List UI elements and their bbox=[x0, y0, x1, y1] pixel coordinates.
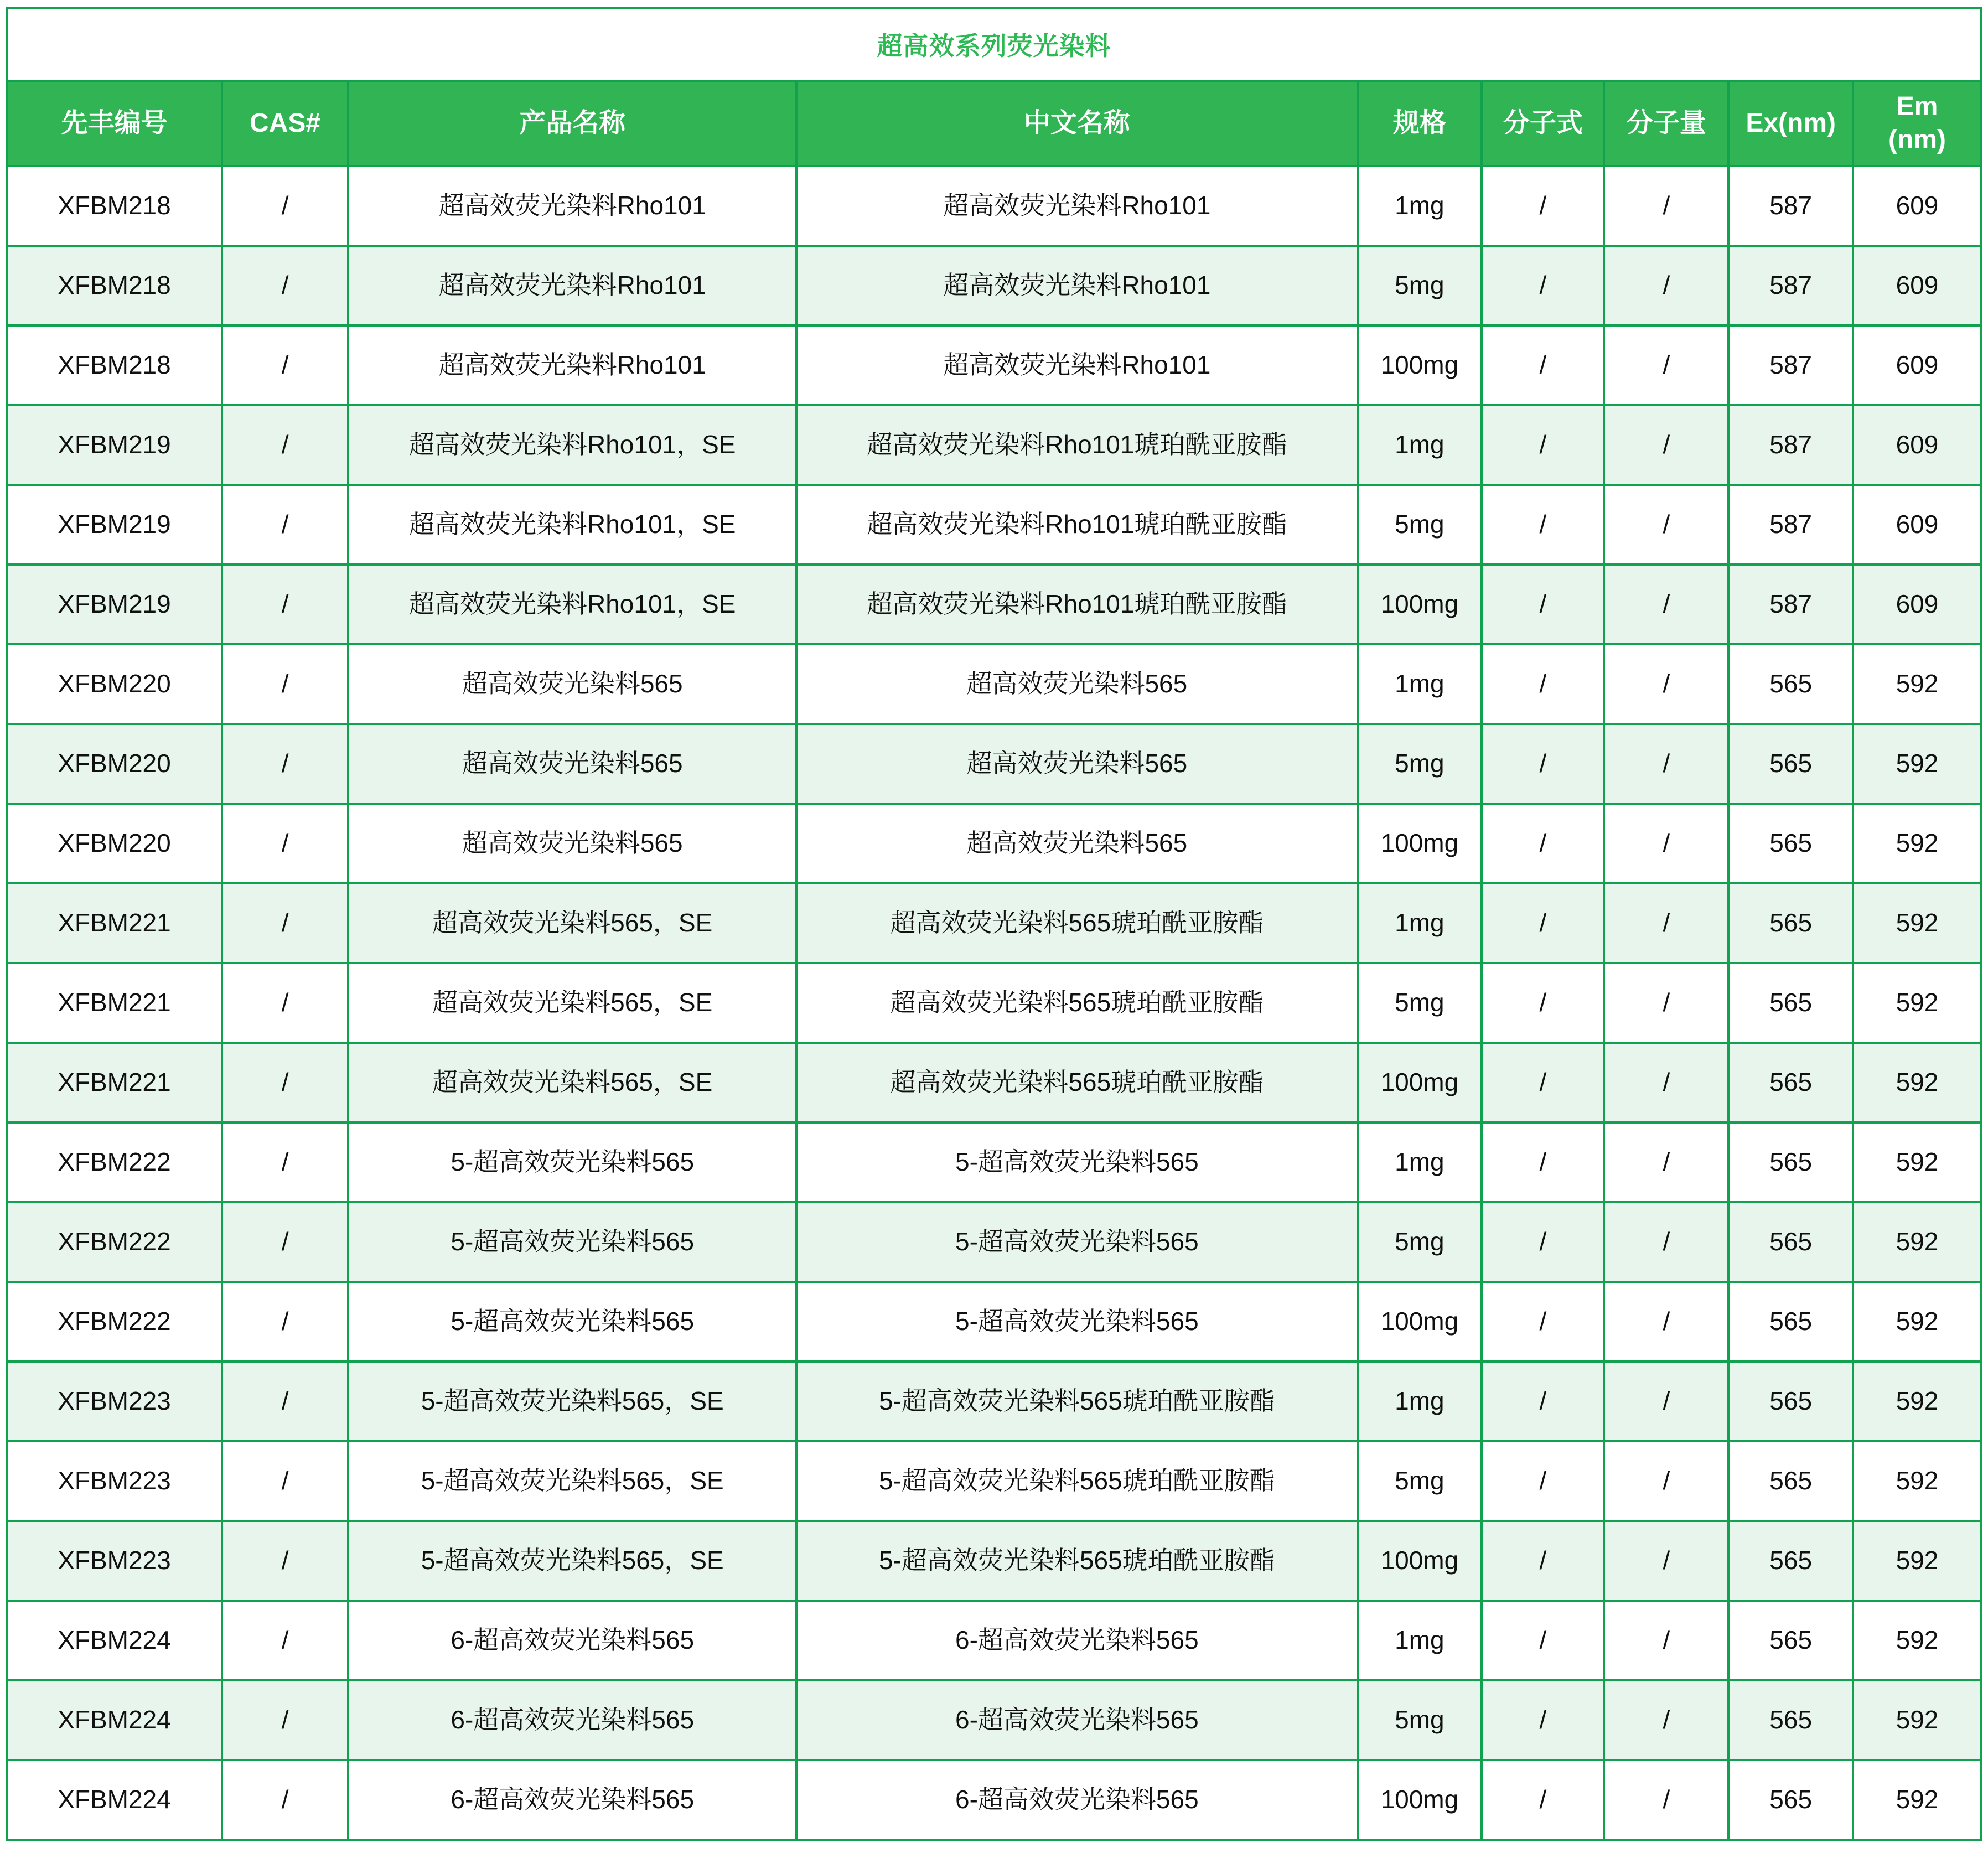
col-header-label: 产品名称 bbox=[519, 108, 626, 138]
cell-ex: 565 bbox=[1728, 1282, 1853, 1362]
col-header-label: 分子量 bbox=[1626, 108, 1706, 138]
cell-cas: / bbox=[222, 325, 348, 405]
cell-spec: 1mg bbox=[1358, 405, 1482, 485]
cell-formula: / bbox=[1482, 485, 1604, 565]
table-row bbox=[7, 1760, 1981, 1840]
table-row bbox=[7, 1441, 1981, 1521]
cell-spec: 5mg bbox=[1358, 724, 1482, 804]
table-body bbox=[7, 166, 1981, 1840]
cell-chinese-name: 5-超高效荧光染料565琥珀酰亚胺酯 bbox=[796, 1521, 1357, 1601]
cell-mol-weight: / bbox=[1604, 1521, 1728, 1601]
cell-cas: / bbox=[222, 883, 348, 963]
cell-chinese-name: 超高效荧光染料565 bbox=[796, 724, 1357, 804]
cell-spec: 5mg bbox=[1358, 485, 1482, 565]
cell-vendor-code: XFBM222 bbox=[7, 1122, 222, 1202]
cell-spec: 1mg bbox=[1358, 1122, 1482, 1202]
cell-product-name: 6-超高效荧光染料565 bbox=[348, 1680, 796, 1760]
cell-chinese-name: 超高效荧光染料Rho101琥珀酰亚胺酯 bbox=[796, 485, 1357, 565]
cell-ex: 565 bbox=[1728, 1760, 1853, 1840]
cell-em: 592 bbox=[1853, 1122, 1981, 1202]
cell-cas: / bbox=[222, 166, 348, 246]
cell-formula: / bbox=[1482, 405, 1604, 485]
col-header-label: 中文名称 bbox=[1023, 108, 1130, 138]
cell-spec: 1mg bbox=[1358, 644, 1482, 724]
col-header-ex bbox=[1728, 81, 1853, 166]
cell-spec: 100mg bbox=[1358, 325, 1482, 405]
cell-em: 592 bbox=[1853, 1441, 1981, 1521]
cell-mol-weight: / bbox=[1604, 325, 1728, 405]
cell-em: 609 bbox=[1853, 166, 1981, 246]
cell-ex: 565 bbox=[1728, 963, 1853, 1043]
cell-formula: / bbox=[1482, 804, 1604, 883]
cell-formula: / bbox=[1482, 1760, 1604, 1840]
table-row bbox=[7, 724, 1981, 804]
cell-spec: 5mg bbox=[1358, 1202, 1482, 1282]
col-header-label: 规格 bbox=[1392, 108, 1446, 138]
col-header-formula bbox=[1482, 81, 1604, 166]
cell-cas: / bbox=[222, 1441, 348, 1521]
cell-vendor-code: XFBM223 bbox=[7, 1441, 222, 1521]
cell-ex: 565 bbox=[1728, 644, 1853, 724]
cell-mol-weight: / bbox=[1604, 644, 1728, 724]
cell-formula: / bbox=[1482, 1521, 1604, 1601]
cell-product-name: 超高效荧光染料Rho101 bbox=[348, 166, 796, 246]
cell-ex: 565 bbox=[1728, 1362, 1853, 1441]
cell-vendor-code: XFBM222 bbox=[7, 1282, 222, 1362]
col-header-em bbox=[1853, 81, 1981, 166]
cell-formula: / bbox=[1482, 1122, 1604, 1202]
cell-ex: 565 bbox=[1728, 1601, 1853, 1680]
cell-mol-weight: / bbox=[1604, 565, 1728, 644]
table-row bbox=[7, 405, 1981, 485]
cell-cas: / bbox=[222, 405, 348, 485]
cell-em: 592 bbox=[1853, 883, 1981, 963]
cell-cas: / bbox=[222, 1122, 348, 1202]
table-row bbox=[7, 804, 1981, 883]
cell-product-name: 5-超高效荧光染料565 bbox=[348, 1202, 796, 1282]
cell-product-name: 6-超高效荧光染料565 bbox=[348, 1760, 796, 1840]
cell-formula: / bbox=[1482, 1680, 1604, 1760]
cell-formula: / bbox=[1482, 325, 1604, 405]
cell-product-name: 5-超高效荧光染料565，SE bbox=[348, 1521, 796, 1601]
cell-product-name: 5-超高效荧光染料565，SE bbox=[348, 1441, 796, 1521]
cell-vendor-code: XFBM224 bbox=[7, 1680, 222, 1760]
cell-cas: / bbox=[222, 485, 348, 565]
cell-formula: / bbox=[1482, 1282, 1604, 1362]
col-header-label: 分子式 bbox=[1503, 108, 1583, 138]
cell-em: 592 bbox=[1853, 1760, 1981, 1840]
cell-vendor-code: XFBM222 bbox=[7, 1202, 222, 1282]
page-title: 超高效系列荧光染料 bbox=[7, 8, 1981, 81]
cell-product-name: 超高效荧光染料Rho101 bbox=[348, 325, 796, 405]
table-row bbox=[7, 1601, 1981, 1680]
cell-cas: / bbox=[222, 1362, 348, 1441]
cell-ex: 565 bbox=[1728, 1202, 1853, 1282]
cell-vendor-code: XFBM223 bbox=[7, 1521, 222, 1601]
cell-vendor-code: XFBM218 bbox=[7, 166, 222, 246]
cell-vendor-code: XFBM220 bbox=[7, 804, 222, 883]
cell-mol-weight: / bbox=[1604, 405, 1728, 485]
cell-chinese-name: 超高效荧光染料Rho101 bbox=[796, 246, 1357, 325]
cell-spec: 1mg bbox=[1358, 166, 1482, 246]
cell-vendor-code: XFBM219 bbox=[7, 405, 222, 485]
cell-em: 592 bbox=[1853, 1043, 1981, 1122]
table-row bbox=[7, 325, 1981, 405]
table-row bbox=[7, 1122, 1981, 1202]
cell-mol-weight: / bbox=[1604, 246, 1728, 325]
cell-em: 609 bbox=[1853, 246, 1981, 325]
cell-product-name: 超高效荧光染料565 bbox=[348, 804, 796, 883]
cell-mol-weight: / bbox=[1604, 166, 1728, 246]
header-row bbox=[7, 81, 1981, 166]
cell-vendor-code: XFBM221 bbox=[7, 883, 222, 963]
cell-cas: / bbox=[222, 565, 348, 644]
col-header-label: Ex(nm) bbox=[1746, 108, 1836, 138]
cell-cas: / bbox=[222, 1043, 348, 1122]
cell-cas: / bbox=[222, 644, 348, 724]
cell-product-name: 5-超高效荧光染料565，SE bbox=[348, 1362, 796, 1441]
cell-product-name: 超高效荧光染料Rho101，SE bbox=[348, 485, 796, 565]
cell-vendor-code: XFBM221 bbox=[7, 963, 222, 1043]
cell-em: 609 bbox=[1853, 565, 1981, 644]
cell-cas: / bbox=[222, 1680, 348, 1760]
cell-ex: 565 bbox=[1728, 883, 1853, 963]
table-row bbox=[7, 1521, 1981, 1601]
cell-product-name: 超高效荧光染料Rho101，SE bbox=[348, 405, 796, 485]
cell-ex: 587 bbox=[1728, 246, 1853, 325]
cell-spec: 100mg bbox=[1358, 1043, 1482, 1122]
product-table bbox=[6, 7, 1982, 1841]
table-row bbox=[7, 246, 1981, 325]
cell-ex: 565 bbox=[1728, 1043, 1853, 1122]
cell-chinese-name: 6-超高效荧光染料565 bbox=[796, 1760, 1357, 1840]
cell-cas: / bbox=[222, 1282, 348, 1362]
cell-formula: / bbox=[1482, 963, 1604, 1043]
cell-ex: 565 bbox=[1728, 1122, 1853, 1202]
cell-ex: 587 bbox=[1728, 325, 1853, 405]
cell-formula: / bbox=[1482, 246, 1604, 325]
cell-ex: 587 bbox=[1728, 565, 1853, 644]
cell-spec: 5mg bbox=[1358, 1441, 1482, 1521]
cell-spec: 100mg bbox=[1358, 565, 1482, 644]
table-row bbox=[7, 565, 1981, 644]
cell-formula: / bbox=[1482, 644, 1604, 724]
cell-spec: 100mg bbox=[1358, 1282, 1482, 1362]
cell-product-name: 超高效荧光染料565，SE bbox=[348, 963, 796, 1043]
cell-spec: 100mg bbox=[1358, 804, 1482, 883]
cell-mol-weight: / bbox=[1604, 1043, 1728, 1122]
cell-chinese-name: 5-超高效荧光染料565 bbox=[796, 1202, 1357, 1282]
col-header-label: Em bbox=[1896, 92, 1938, 121]
cell-product-name: 超高效荧光染料Rho101，SE bbox=[348, 565, 796, 644]
cell-cas: / bbox=[222, 724, 348, 804]
col-header-spec bbox=[1358, 81, 1482, 166]
col-header-label: 先丰编号 bbox=[61, 108, 168, 138]
cell-mol-weight: / bbox=[1604, 1122, 1728, 1202]
cell-chinese-name: 6-超高效荧光染料565 bbox=[796, 1601, 1357, 1680]
cell-chinese-name: 超高效荧光染料Rho101琥珀酰亚胺酯 bbox=[796, 565, 1357, 644]
cell-ex: 565 bbox=[1728, 1521, 1853, 1601]
table-row bbox=[7, 1202, 1981, 1282]
cell-em: 592 bbox=[1853, 1282, 1981, 1362]
cell-formula: / bbox=[1482, 1441, 1604, 1521]
cell-vendor-code: XFBM224 bbox=[7, 1760, 222, 1840]
cell-vendor-code: XFBM224 bbox=[7, 1601, 222, 1680]
cell-chinese-name: 超高效荧光染料565琥珀酰亚胺酯 bbox=[796, 963, 1357, 1043]
table-row bbox=[7, 166, 1981, 246]
cell-product-name: 5-超高效荧光染料565 bbox=[348, 1282, 796, 1362]
cell-spec: 1mg bbox=[1358, 1601, 1482, 1680]
title-row bbox=[7, 8, 1981, 81]
cell-vendor-code: XFBM220 bbox=[7, 644, 222, 724]
cell-spec: 1mg bbox=[1358, 883, 1482, 963]
cell-mol-weight: / bbox=[1604, 1282, 1728, 1362]
cell-chinese-name: 5-超高效荧光染料565琥珀酰亚胺酯 bbox=[796, 1441, 1357, 1521]
cell-formula: / bbox=[1482, 1601, 1604, 1680]
cell-cas: / bbox=[222, 1601, 348, 1680]
cell-spec: 100mg bbox=[1358, 1521, 1482, 1601]
cell-chinese-name: 超高效荧光染料Rho101 bbox=[796, 325, 1357, 405]
cell-cas: / bbox=[222, 963, 348, 1043]
cell-product-name: 超高效荧光染料565，SE bbox=[348, 883, 796, 963]
cell-mol-weight: / bbox=[1604, 1202, 1728, 1282]
col-header-cas bbox=[222, 81, 348, 166]
cell-spec: 5mg bbox=[1358, 963, 1482, 1043]
cell-em: 609 bbox=[1853, 485, 1981, 565]
cell-formula: / bbox=[1482, 1202, 1604, 1282]
cell-mol-weight: / bbox=[1604, 1680, 1728, 1760]
cell-formula: / bbox=[1482, 1043, 1604, 1122]
cell-product-name: 5-超高效荧光染料565 bbox=[348, 1122, 796, 1202]
cell-em: 592 bbox=[1853, 963, 1981, 1043]
table-row bbox=[7, 883, 1981, 963]
cell-chinese-name: 超高效荧光染料565 bbox=[796, 644, 1357, 724]
cell-vendor-code: XFBM219 bbox=[7, 485, 222, 565]
cell-em: 592 bbox=[1853, 1362, 1981, 1441]
cell-chinese-name: 超高效荧光染料565琥珀酰亚胺酯 bbox=[796, 1043, 1357, 1122]
table-row bbox=[7, 1680, 1981, 1760]
cell-mol-weight: / bbox=[1604, 1441, 1728, 1521]
cell-chinese-name: 5-超高效荧光染料565 bbox=[796, 1282, 1357, 1362]
cell-chinese-name: 超高效荧光染料565琥珀酰亚胺酯 bbox=[796, 883, 1357, 963]
table-row bbox=[7, 485, 1981, 565]
cell-mol-weight: / bbox=[1604, 963, 1728, 1043]
cell-formula: / bbox=[1482, 565, 1604, 644]
col-header-vendor-code bbox=[7, 81, 222, 166]
table-row bbox=[7, 963, 1981, 1043]
cell-ex: 565 bbox=[1728, 724, 1853, 804]
col-header-mol-weight bbox=[1604, 81, 1728, 166]
cell-mol-weight: / bbox=[1604, 1601, 1728, 1680]
cell-formula: / bbox=[1482, 166, 1604, 246]
cell-vendor-code: XFBM220 bbox=[7, 724, 222, 804]
cell-em: 592 bbox=[1853, 1680, 1981, 1760]
cell-chinese-name: 超高效荧光染料565 bbox=[796, 804, 1357, 883]
cell-vendor-code: XFBM218 bbox=[7, 325, 222, 405]
cell-formula: / bbox=[1482, 1362, 1604, 1441]
cell-ex: 587 bbox=[1728, 166, 1853, 246]
table-row bbox=[7, 644, 1981, 724]
table-row bbox=[7, 1282, 1981, 1362]
cell-em: 592 bbox=[1853, 1202, 1981, 1282]
table-row bbox=[7, 1362, 1981, 1441]
table-row bbox=[7, 1043, 1981, 1122]
cell-vendor-code: XFBM219 bbox=[7, 565, 222, 644]
cell-vendor-code: XFBM221 bbox=[7, 1043, 222, 1122]
cell-formula: / bbox=[1482, 724, 1604, 804]
cell-spec: 100mg bbox=[1358, 1760, 1482, 1840]
cell-ex: 565 bbox=[1728, 1680, 1853, 1760]
cell-vendor-code: XFBM223 bbox=[7, 1362, 222, 1441]
cell-mol-weight: / bbox=[1604, 1362, 1728, 1441]
cell-cas: / bbox=[222, 246, 348, 325]
cell-product-name: 超高效荧光染料Rho101 bbox=[348, 246, 796, 325]
cell-mol-weight: / bbox=[1604, 804, 1728, 883]
col-header-label: CAS# bbox=[250, 108, 321, 138]
cell-cas: / bbox=[222, 1202, 348, 1282]
cell-em: 592 bbox=[1853, 1601, 1981, 1680]
cell-ex: 587 bbox=[1728, 485, 1853, 565]
cell-mol-weight: / bbox=[1604, 724, 1728, 804]
cell-chinese-name: 6-超高效荧光染料565 bbox=[796, 1680, 1357, 1760]
cell-spec: 5mg bbox=[1358, 1680, 1482, 1760]
cell-mol-weight: / bbox=[1604, 883, 1728, 963]
cell-spec: 5mg bbox=[1358, 246, 1482, 325]
cell-ex: 565 bbox=[1728, 804, 1853, 883]
cell-em: 609 bbox=[1853, 325, 1981, 405]
cell-em: 592 bbox=[1853, 1521, 1981, 1601]
cell-product-name: 6-超高效荧光染料565 bbox=[348, 1601, 796, 1680]
cell-cas: / bbox=[222, 804, 348, 883]
cell-product-name: 超高效荧光染料565 bbox=[348, 644, 796, 724]
cell-chinese-name: 5-超高效荧光染料565琥珀酰亚胺酯 bbox=[796, 1362, 1357, 1441]
cell-em: 592 bbox=[1853, 804, 1981, 883]
cell-ex: 565 bbox=[1728, 1441, 1853, 1521]
cell-vendor-code: XFBM218 bbox=[7, 246, 222, 325]
cell-product-name: 超高效荧光染料565，SE bbox=[348, 1043, 796, 1122]
col-header-chinese-name bbox=[796, 81, 1357, 166]
col-header-product-name bbox=[348, 81, 796, 166]
col-header-label-line2: (nm) bbox=[1888, 125, 1946, 154]
cell-ex: 587 bbox=[1728, 405, 1853, 485]
cell-chinese-name: 超高效荧光染料Rho101琥珀酰亚胺酯 bbox=[796, 405, 1357, 485]
cell-product-name: 超高效荧光染料565 bbox=[348, 724, 796, 804]
cell-mol-weight: / bbox=[1604, 1760, 1728, 1840]
cell-mol-weight: / bbox=[1604, 485, 1728, 565]
cell-formula: / bbox=[1482, 883, 1604, 963]
cell-chinese-name: 5-超高效荧光染料565 bbox=[796, 1122, 1357, 1202]
cell-cas: / bbox=[222, 1521, 348, 1601]
cell-em: 592 bbox=[1853, 644, 1981, 724]
cell-em: 609 bbox=[1853, 405, 1981, 485]
cell-cas: / bbox=[222, 1760, 348, 1840]
cell-em: 592 bbox=[1853, 724, 1981, 804]
cell-chinese-name: 超高效荧光染料Rho101 bbox=[796, 166, 1357, 246]
cell-spec: 1mg bbox=[1358, 1362, 1482, 1441]
